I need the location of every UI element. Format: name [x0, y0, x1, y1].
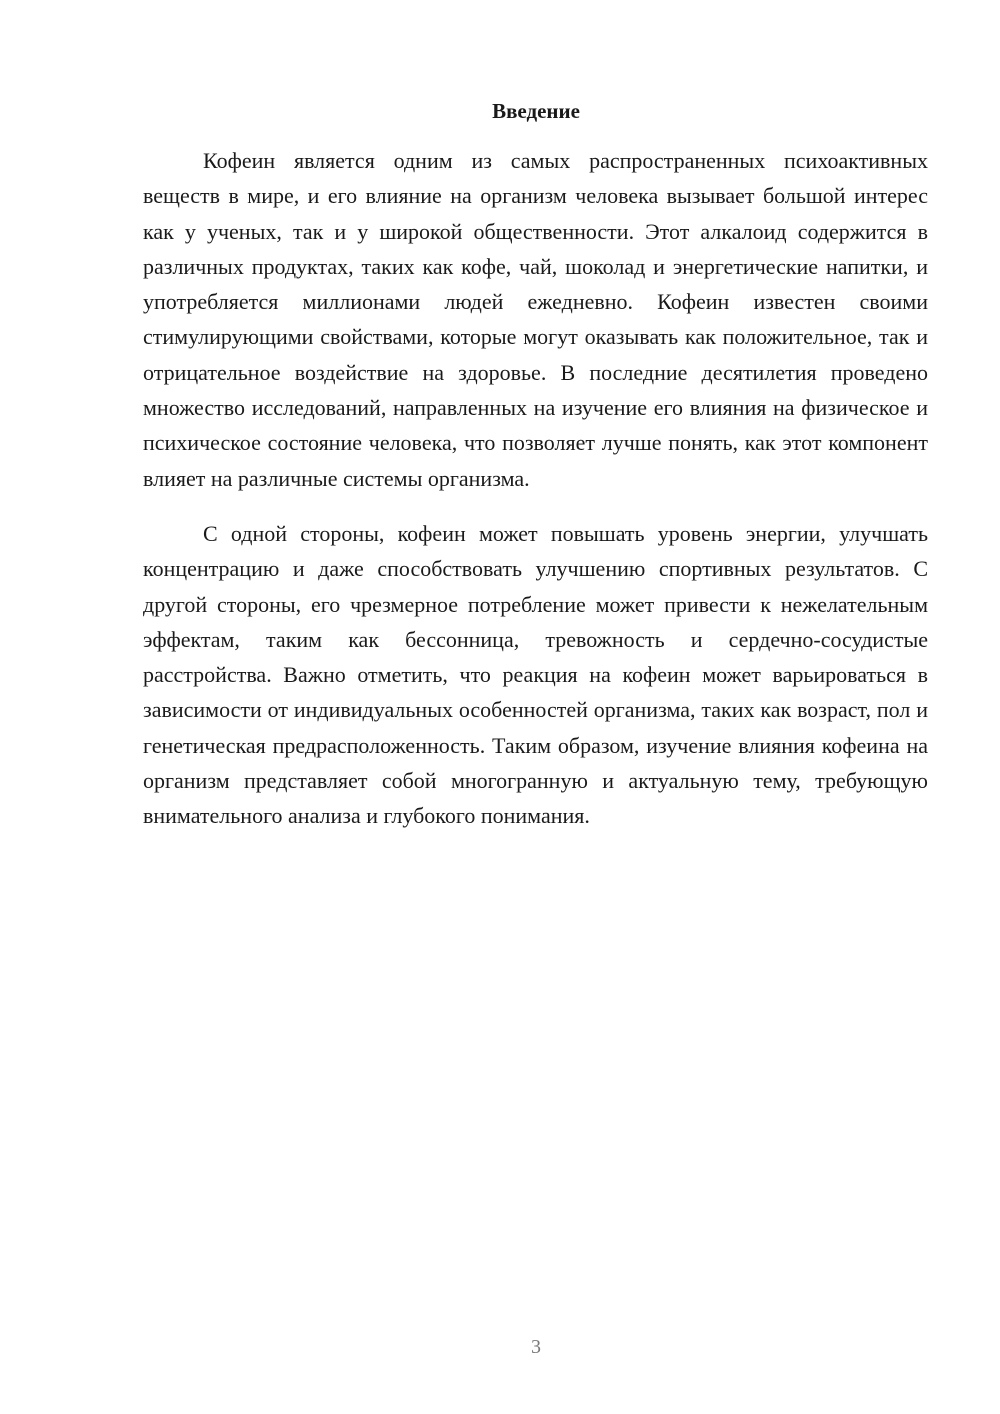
page-number: 3: [531, 1336, 541, 1358]
paragraph-1: Кофеин является одним из самых распространенных психоактивных веществ в мире, и его влияние на организм человека вызывает большой интерес как у ученых, так и у широкой общественности. Этот алкалоид содержится в различных продуктах, таких как кофе, чай, шоколад и энергетические напитки, и употребляется миллионами людей ежедневно. Кофеин известен своими стимулирующими свойствами, которые могут оказывать как положительное, так и отрицательное воздействие на здоровье. В последние десятилетия проведено множество исследований, направленных на изучение его влияния на физическое и психическое состояние человека, что позволяет лучше понять, как этот компонент влияет на различные системы организма.: [143, 148, 928, 491]
section-heading: Введение: [492, 99, 580, 123]
paragraph-2: С одной стороны, кофеин может повышать уровень энергии, улучшать концентрацию и даже способствовать улучшению спортивных результатов. С другой стороны, его чрезмерное потребление может привести к нежелательным эффектам, таким как бессонница, тревожность и сердечно-сосудистые расстройства. Важно отметить, что реакция на кофеин может варьироваться в зависимости от индивидуальных особенностей организма, таких как возраст, пол и генетическая предрасположенность. Таким образом, изучение влияния кофеина на организм представляет собой многогранную и актуальную тему, требующую внимательного анализа и глубокого понимания.: [143, 520, 928, 829]
body-text: [143, 143, 928, 834]
